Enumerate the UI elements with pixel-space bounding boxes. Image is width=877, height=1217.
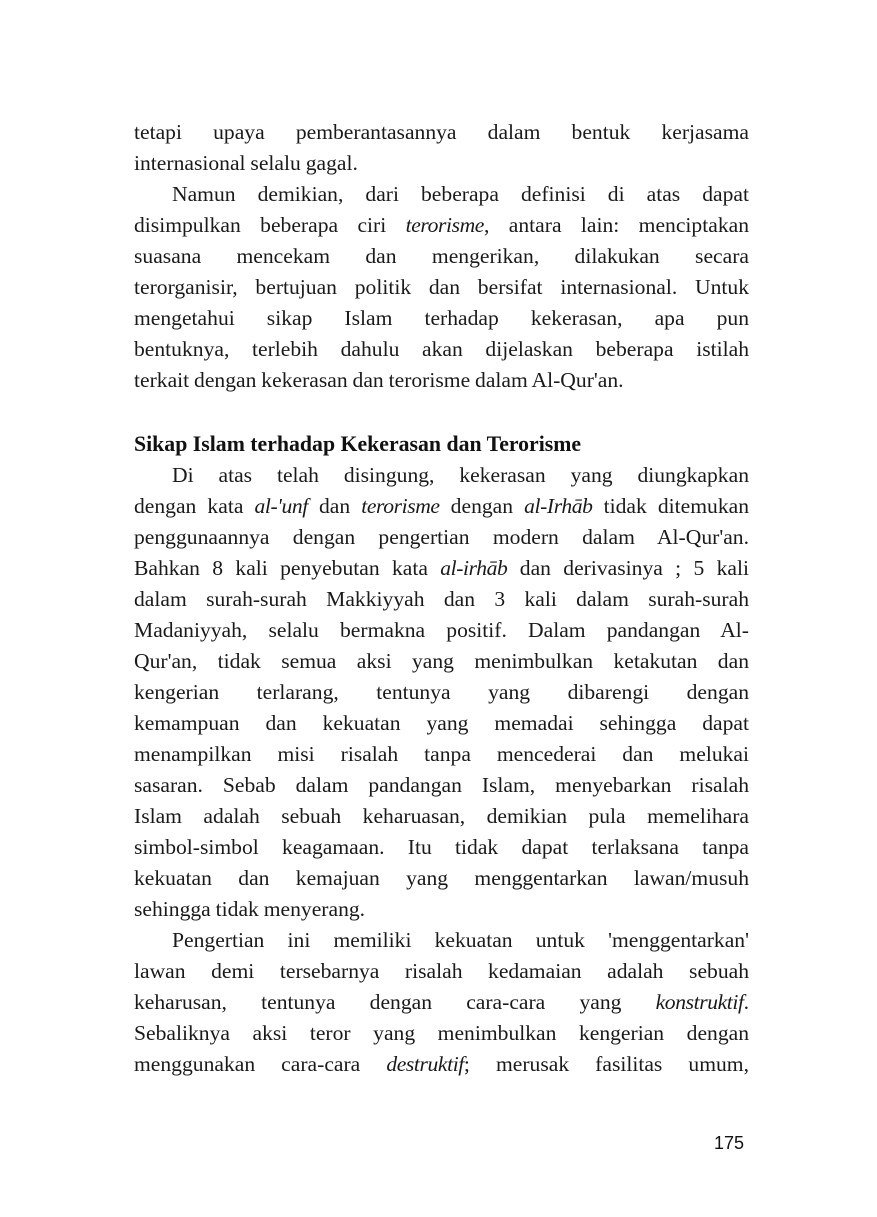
text-line: lawan demi tersebarnya risalah kedamaian adalah sebuah [134,959,749,983]
text-run: . [743,990,749,1014]
text-run: Bahkan 8 kali penyebutan kata [134,556,441,580]
text-run: dan [307,494,362,518]
text-line: Madaniyyah, selalu bermakna positif. Dalam pandangan Al- [134,618,749,642]
text-line: Namun demikian, dari beberapa definisi di atas dapat [172,182,749,206]
text-line: bentuknya, terlebih dahulu akan dijelaskan beberapa istilah [134,337,749,361]
text-run: , antara lain: menciptakan [484,213,749,237]
text-line: internasional selalu gagal. [134,151,358,175]
paragraph-continuation [134,117,749,179]
paragraph-constructive-destructive [134,925,749,1080]
text-line: dalam surah-surah Makkiyyah dan 3 kali dalam surah-surah [134,587,749,611]
page-number: 175 [714,1133,745,1153]
text-run: dengan kata [134,494,255,518]
text-line: terorganisir, bertujuan politik dan bersifat internasional. Untuk [134,275,749,299]
text-run: keharusan, tentunya dengan cara-cara yang [134,990,656,1014]
text-line [134,491,749,522]
text-run: tidak ditemukan [592,494,749,518]
text-run: dan derivasinya ; 5 kali [507,556,749,580]
text-line [134,1049,749,1080]
text-run: ; merusak fasilitas umum, [463,1052,749,1076]
text-run: dengan [439,494,525,518]
text-line: simbol-simbol keagamaan. Itu tidak dapat terlaksana tanpa [134,835,749,859]
italic-term: al-Irhāb [524,494,593,518]
paragraph-quran-terms [134,460,749,925]
text-line: penggunaannya dengan pengertian modern dalam Al-Qur'an. [134,525,749,549]
section-heading: Sikap Islam terhadap Kekerasan dan Terorisme [134,432,582,456]
text-line: Qur'an, tidak semua aksi yang menimbulkan ketakutan dan [134,649,749,673]
text-line: terkait dengan kekerasan dan terorisme dalam Al-Qur'an. [134,368,624,392]
text-line: kemampuan dan kekuatan yang memadai sehingga dapat [134,711,749,735]
text-line: Pengertian ini memiliki kekuatan untuk 'menggentarkan' [172,928,749,952]
text-line [134,210,749,241]
text-line: sehingga tidak menyerang. [134,897,366,921]
text-line: Di atas telah disingung, kekerasan yang diungkapkan [172,463,749,487]
text-line: kengerian terlarang, tentunya yang dibarengi dengan [134,680,749,704]
text-line: kekuatan dan kemajuan yang menggentarkan lawan/musuh [134,866,749,890]
text-run: disimpulkan beberapa ciri [134,213,406,237]
text-line: menampilkan misi risalah tanpa mencederai dan melukai [134,742,749,766]
text-line [134,553,749,584]
text-line: Sebaliknya aksi teror yang menimbulkan kengerian dengan [134,1021,749,1045]
text-line: tetapi upaya pemberantasannya dalam bentuk kerjasama [134,120,749,144]
text-line: mengetahui sikap Islam terhadap kekerasan, apa pun [134,306,749,330]
paragraph-definition-summary [134,179,749,396]
body-text-bottom [134,460,749,1080]
italic-term: terorisme [405,213,484,237]
italic-term: destruktif [386,1052,464,1076]
italic-term: konstruktif [655,990,744,1014]
text-run: menggunakan cara-cara [134,1052,387,1076]
text-line: suasana mencekam dan mengerikan, dilakukan secara [134,244,749,268]
italic-term: al-'unf [254,494,308,518]
italic-term: terorisme [361,494,440,518]
italic-term: al-irhāb [440,556,508,580]
text-line: Islam adalah sebuah keharuasan, demikian pula memelihara [134,804,749,828]
text-line: sasaran. Sebab dalam pandangan Islam, menyebarkan risalah [134,773,749,797]
text-line [134,987,749,1018]
body-text-top [134,117,749,396]
